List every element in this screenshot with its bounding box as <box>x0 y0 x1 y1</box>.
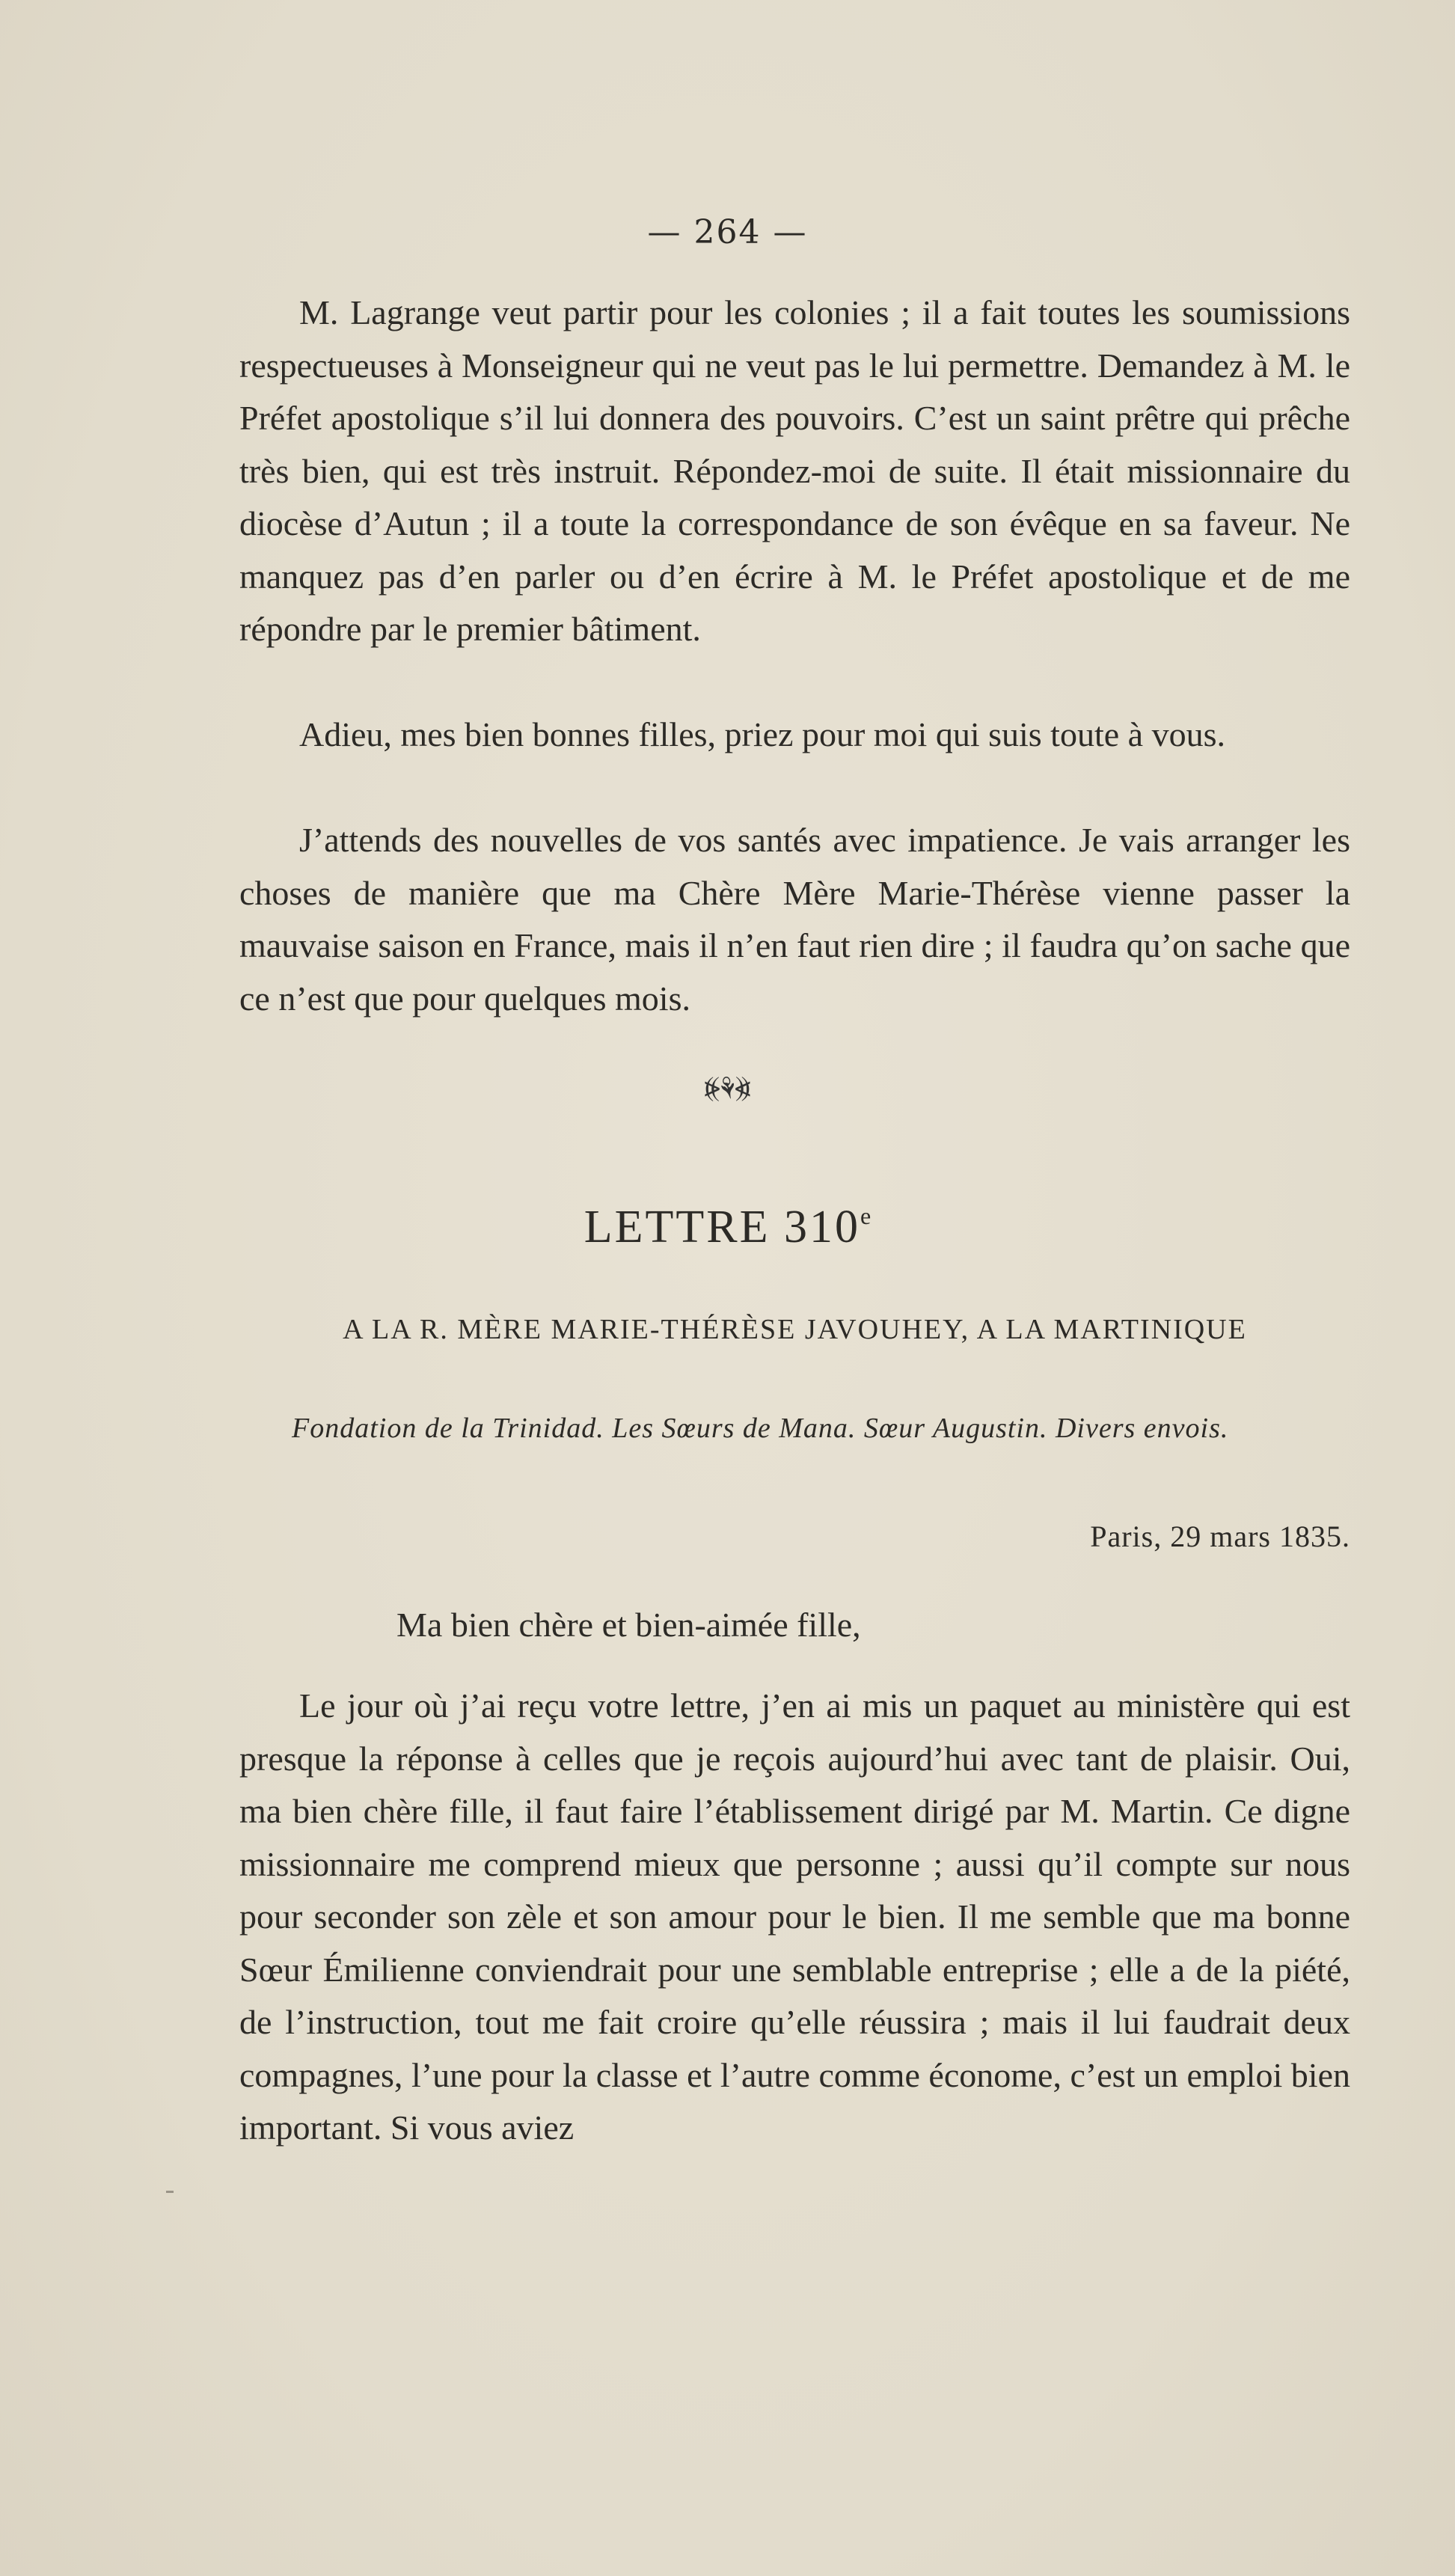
paragraph-text: J’attends des nouvelles de vos santés avec impatience. Je vais arranger les choses de manière que ma Chère Mère Marie-Thérèse vienne passer la mauvaise saison en France, mais il n’en faut rien dire ; il faudra qu’on sache que ce n’est que pour quelques mois. <box>239 821 1350 1018</box>
letter-recipient: A LA R. MÈRE MARIE-THÉRÈSE JAVOUHEY, A LA MARTINIQUE <box>343 1314 1247 1345</box>
paragraph-nouvelles <box>239 814 1350 1025</box>
paragraph-text: Le jour où j’ai reçu votre lettre, j’en ai mis un paquet au ministère qui est presque la réponse à celles que je reçois aujourd’hui avec tant de plaisir. Oui, ma bien chère fille, il faut faire l’établissement dirigé par M. Martin. Ce digne missionnaire me comprend mieux que personne ; aussi qu’il compte sur nous pour seconder son zèle et son amour pour le bien. Il me semble que ma bonne Sœur Émilienne conviendrait pour une semblable entreprise ; elle a de la piété, de l’instruction, tout me fait croire qu’elle réussira ; mais il lui faudrait deux compagnes, l’une pour la classe et l’autre comme économe, c’est un emploi bien important. Si vous aviez <box>239 1686 1350 2147</box>
paragraph-adieu <box>239 709 1350 762</box>
letter-title-text: LETTRE 310 <box>583 1202 860 1252</box>
fleuron-ornament-icon: ⦕⚘⦖ <box>704 1070 751 1103</box>
paragraph-text: Adieu, mes bien bonnes filles, priez pour moi qui suis toute à vous. <box>299 715 1225 753</box>
letter-title <box>0 1201 1455 1254</box>
letter-dateline: Paris, 29 mars 1835. <box>1090 1520 1350 1553</box>
letter-salutation: Ma bien chère et bien-aimée fille, <box>396 1606 861 1644</box>
paragraph-text: M. Lagrange veut partir pour les colonies ; il a fait toutes les soumissions respectueuses à Monseigneur qui ne veut pas le lui permettre. Demandez à M. le Préfet apostolique s’il lui donnera des pouvoirs. C’est un saint prêtre qui prêche très bien, qui est très instruit. Répondez-moi de suite. Il était missionnaire du diocèse d’Autun ; il a toute la correspondance de son évêque en sa faveur. Ne manquez pas d’en parler ou d’en écrire à M. le Préfet apostolique et de me répondre par le premier bâtiment. <box>239 293 1350 648</box>
margin-mark <box>166 2191 174 2193</box>
letter-title-suffix: e <box>860 1202 872 1229</box>
page-number: — 264 — <box>647 213 808 251</box>
letter-body <box>239 1680 1350 2155</box>
letter-summary: Fondation de la Trinidad. Les Sœurs de Mana. Sœur Augustin. Divers envois. <box>292 1413 1229 1444</box>
paragraph-lagrange <box>239 287 1350 656</box>
